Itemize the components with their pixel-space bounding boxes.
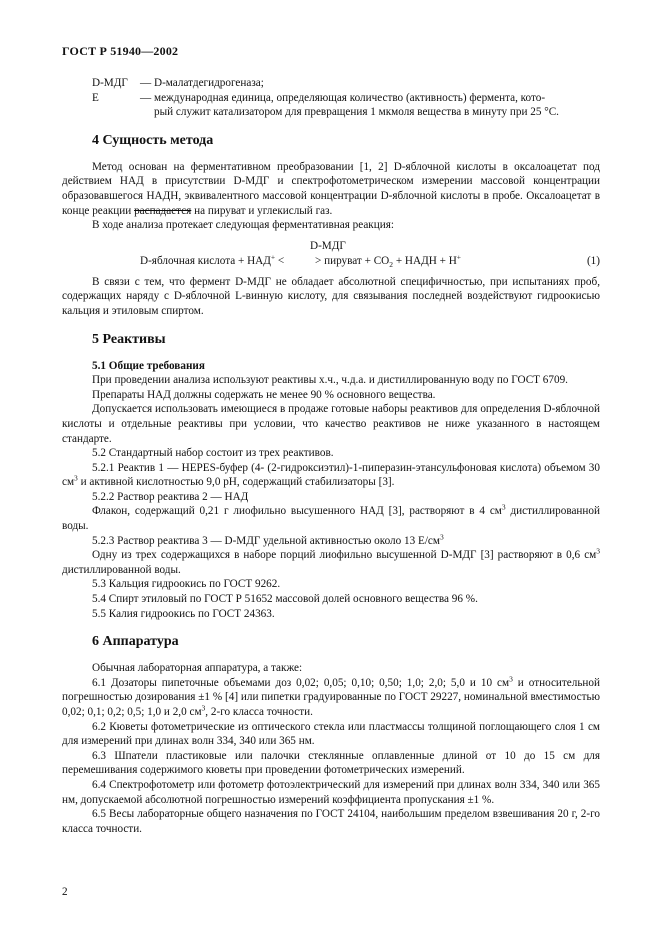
section-5-paragraph: Флакон, содержащий 0,21 г лиофильно высушенного НАД [3], растворяют в 4 $см^3$ дистиллированной воды. — [62, 502, 600, 533]
section-5-title: 5 Реактивы — [92, 331, 166, 347]
definition-dash: — — [140, 91, 152, 104]
reaction-equation — [62, 235, 600, 271]
section-4-paragraph: В связи с тем, что фермент D-МДГ не обладает абсолютной специфичностью, при испытаниях проб, содержащих наряду с D-яблочной L-винную кислоту, для связывания последней воздействуют гидроокисью кальция и этиловым спиртом. — [62, 275, 600, 317]
section-5-paragraph: 5.2.1 Реактив 1 — HEPES-буфер (4- (2-гидроксиэтил)-1-пиперазин-этансульфоновая кислота) объемом 30 $см^3$ и активной кислотностью 9,0 pH, содержащий стабилизаторы [3]. — [62, 461, 600, 489]
definition-term: D-МДГ — [92, 77, 128, 89]
definition-description-continuation: рый служит катализатором для превращения 1 мкмоля вещества в минуту при 25 °С. — [154, 106, 559, 119]
section-5-paragraph: 5.3 Кальция гидроокись по ГОСТ 9262. — [92, 578, 281, 591]
section-5-paragraph: 5.2.3 Раствор реактива 3 — D-МДГ удельной активностью около 13 $Е/см^3$ — [92, 531, 444, 547]
document-body — [62, 76, 600, 836]
definition-description-line: международная единица, определяющая количество (активность) фермента, кото- — [154, 91, 546, 104]
definition-item — [62, 91, 600, 120]
section-6-paragraph: 6.3 Шпатели пластиковые или палочки стеклянные оплавленные длиной от 10 до 15 см для перемешивания содержимого кюветы при проведении фотометрических измерений. — [62, 749, 600, 777]
section-6-paragraph: 6.2 Кюветы фотометрические из оптического стекла или пластмассы толщиной поглощающего слоя 1 см для измерений при длинах волн 334, 340 или 365 нм. — [62, 720, 600, 748]
section-5-paragraph: Препараты НАД должны содержать не менее 90 % основного вещества. — [92, 388, 436, 401]
definition-description — [154, 91, 600, 120]
section-5-paragraph: 5.2.2 Раствор реактива 2 — НАД — [92, 490, 249, 503]
equation-body: D-яблочная кислота + НАД+ < > пируват + $СО_2$ + НАДН + Н+ — [140, 252, 462, 269]
page-number: 2 — [62, 886, 68, 898]
section-6-paragraph: 6.4 Спектрофотометр или фотометр фотоэлектрический для измерений при длинах волн 334, 340 или 365 нм, допускаемой абсолютной погрешностью измерений коэффициента пропускания ±1 %. — [62, 778, 600, 806]
section-4-paragraph: Метод основан на ферментативном преобразовании [1, 2] D-яблочной кислоты в оксалоацетат под действием НАД в присутствии D-МДГ и спектрофотометрическом измерении массовой концентрации образовавшегося НАДН, эквивалентного массовой концентрации D-яблочной кислоты в пробе. Оксалоацетат в конце реакции распадается на пируват и углекислый газ. — [62, 160, 600, 217]
equation-number: (1) — [586, 254, 600, 267]
section-5-paragraph: При проведении анализа используют реактивы х.ч., ч.д.а. и дистиллированную воду по ГОСТ 6709. — [92, 374, 568, 387]
section-5-paragraph: Одну из трех содержащихся в наборе порций лиофильно высушенной D-МДГ [3] растворяют в 0,6 $см^3$ дистиллированной воды. — [62, 546, 600, 576]
equation-arrow: < > — [277, 254, 322, 267]
section-6-title: 6 Аппаратура — [92, 634, 179, 650]
definition-dash: — — [140, 77, 152, 89]
subsection-5-1-title: 5.1 Общие требования — [92, 359, 205, 372]
section-6-paragraph: Обычная лабораторная аппаратура, а также: — [92, 662, 303, 675]
definition-description: D-малатдегидрогеназа; — [154, 77, 264, 89]
definition-item — [62, 76, 600, 91]
section-6-paragraph: 6.1 Дозаторы пипеточные объемами доз 0,02; 0,05; 0,10; 0,50; 1,0; 2,0; 5,0 и 10 $см^3$ и относительной погрешностью дозирования ±1 % [4] или пипетки градуированные по ГОСТ 29227, номинальной вместимостью 0,02; 0,1; 0,2; 0,5; 1,0 и 2,0 $см^3$, 2-го класса точности. — [62, 674, 600, 718]
struck-word: распадается — [134, 204, 192, 217]
section-6-paragraph: 6.5 Весы лабораторные общего назначения по ГОСТ 24104, наибольшим пределом взвешивания 20 г, 2-го класса точности. — [62, 808, 600, 835]
definition-term: Е — [92, 91, 99, 104]
standard-header: ГОСТ Р 51940—2002 — [62, 44, 179, 58]
section-5-paragraph: Допускается использовать имеющиеся в продаже готовые наборы реактивов для определения D-яблочной кислоты и отдельные реактивы при условии, что качество реактивов не ниже указанного в настоящем стандарте. — [62, 403, 600, 445]
section-4-paragraph: В ходе анализа протекает следующая ферментативная реакция: — [92, 219, 394, 232]
section-5-paragraph: 5.4 Спирт этиловый по ГОСТ Р 51652 массовой долей основного вещества 96 %. — [92, 593, 478, 606]
equation-catalyst: D-МДГ — [310, 239, 346, 252]
section-5-paragraph: 5.5 Калия гидроокись по ГОСТ 24363. — [92, 607, 275, 620]
section-5-paragraph: 5.2 Стандартный набор состоит из трех реактивов. — [92, 447, 334, 460]
section-4-title: 4 Сущность метода — [92, 132, 214, 148]
